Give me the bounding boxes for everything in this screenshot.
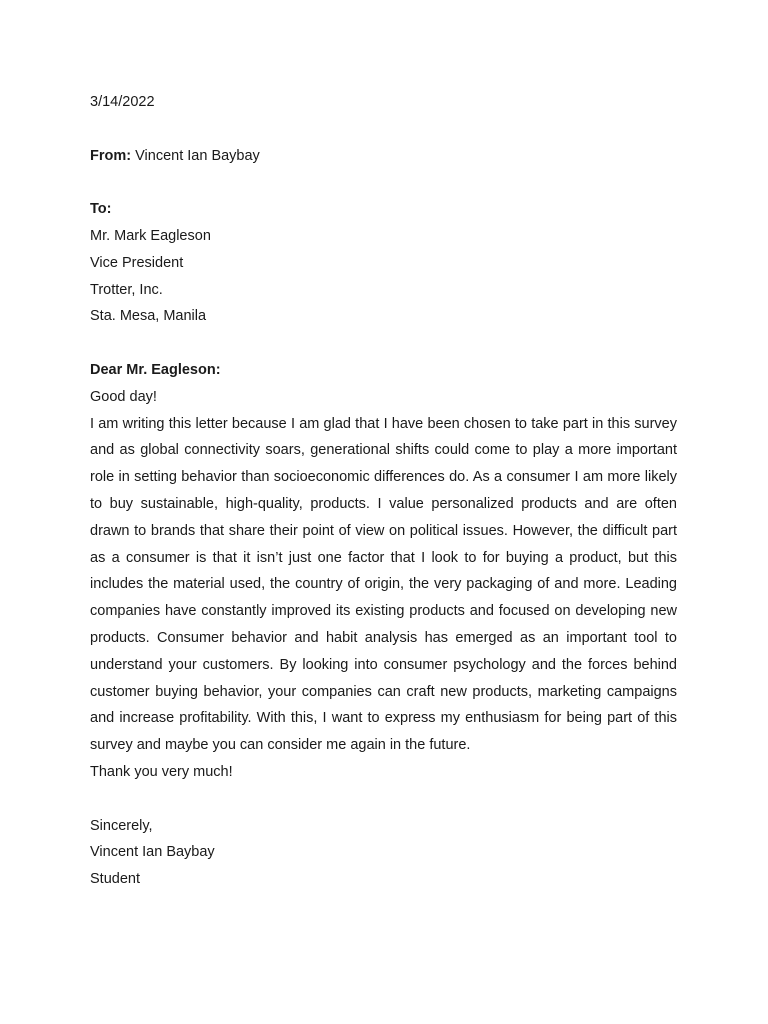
signer-name: Vincent Ian Baybay bbox=[90, 844, 215, 861]
recipient-address: Sta. Mesa, Manila bbox=[90, 308, 207, 325]
from-name: Vincent Ian Baybay bbox=[135, 147, 260, 164]
recipient-name: Mr. Mark Eagleson bbox=[90, 227, 211, 244]
salutation: Dear Mr. Eagleson: bbox=[90, 361, 221, 378]
from-label: From: bbox=[90, 147, 132, 164]
greeting: Good day! bbox=[90, 388, 157, 405]
to-label: To: bbox=[90, 201, 112, 218]
spacer bbox=[90, 169, 677, 196]
letter bbox=[90, 89, 677, 893]
sign-off: Sincerely, bbox=[90, 817, 153, 834]
recipient-title: Vice President bbox=[90, 254, 184, 271]
spacer bbox=[90, 786, 677, 813]
thanks-line: Thank you very much! bbox=[90, 763, 233, 780]
spacer bbox=[90, 330, 677, 357]
signer-title: Student bbox=[90, 871, 140, 888]
body-paragraph: I am writing this letter because I am glad that I have been chosen to take part in this survey and as global connectivity soars, generational shifts could come to play a more important role in setting behavior than socioeconomic differences do. As a consumer I am more likely to buy sustainable, high-quality, products. I value personalized products and are often drawn to brands that share their point of view on political issues. However, the difficult part as a consumer is that it isn’t just one factor that I look to for buying a product, but this includes the material used, the country of origin, the very packaging of and more. Leading companies have constantly improved its existing products and focused on developing new products. Consumer behavior and habit analysis has emerged as an important tool to understand your customers. By looking into consumer psychology and the forces behind customer buying behavior, your companies can craft new products, marketing campaigns and increase profitability. With this, I want to express my enthusiasm for being part of this survey and maybe you can consider me again in the future. bbox=[90, 415, 677, 754]
spacer bbox=[90, 116, 677, 143]
from-line bbox=[90, 143, 677, 170]
letter-date: 3/14/2022 bbox=[90, 94, 155, 110]
recipient-company: Trotter, Inc. bbox=[90, 281, 163, 298]
